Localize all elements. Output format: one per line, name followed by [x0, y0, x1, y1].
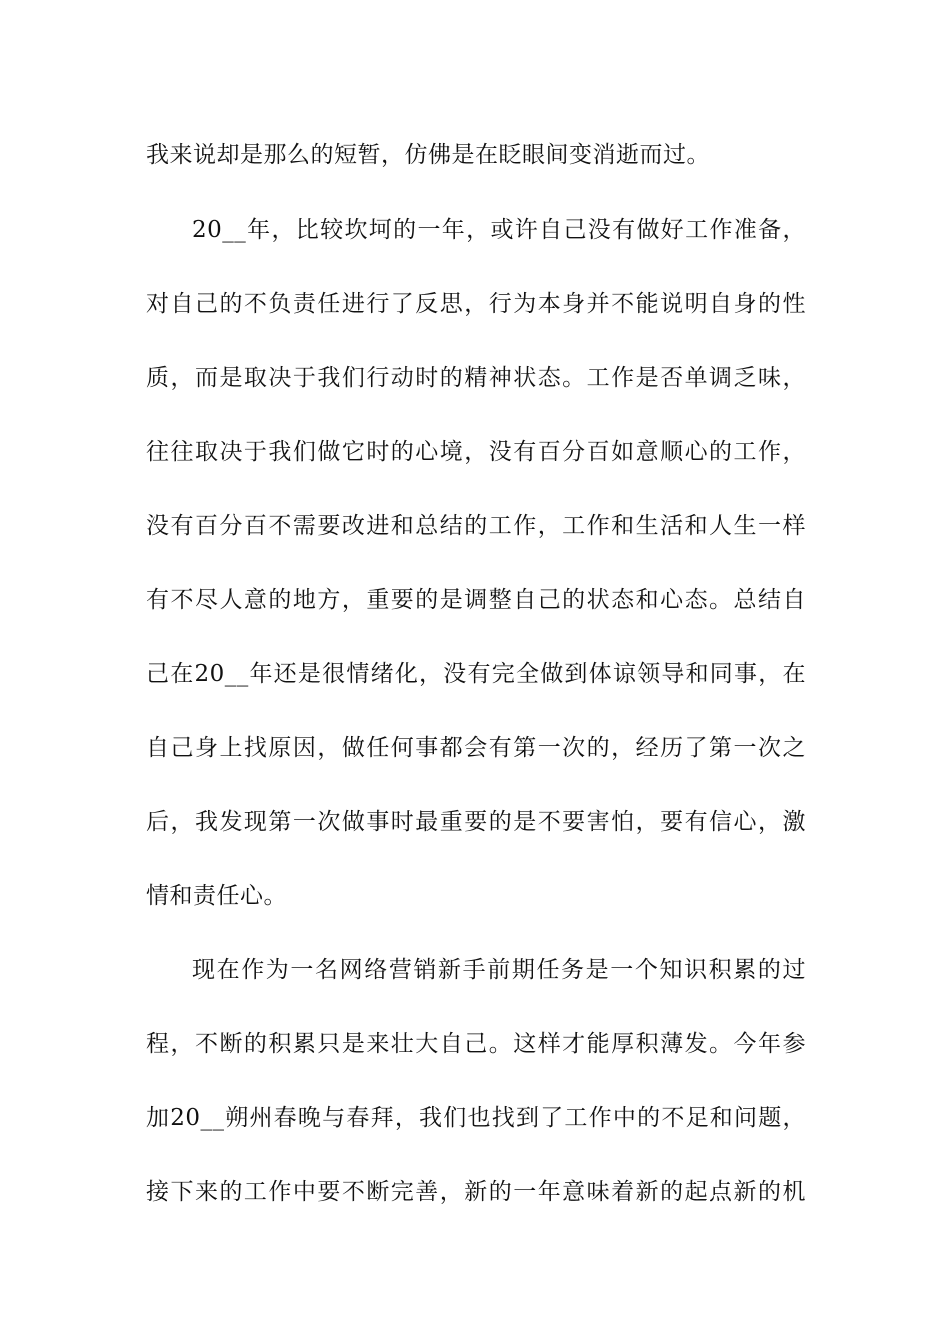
text-line: 有不尽人意的地方，重要的是调整自己的状态和心态。总结自 [146, 587, 806, 613]
text-line: 接下来的工作中要不断完善，新的一年意味着新的起点新的机 [146, 1179, 806, 1205]
text-line: 质，而是取决于我们行动时的精神状态。工作是否单调乏味， [146, 365, 806, 391]
text-line: 20__年，比较坎坷的一年，或许自己没有做好工作准备， [192, 217, 806, 243]
text-line: 自己身上找原因，做任何事都会有第一次的，经历了第一次之 [146, 735, 806, 761]
text-line: 加20__朔州春晚与春拜，我们也找到了工作中的不足和问题， [146, 1105, 806, 1131]
text-line: 对自己的不负责任进行了反思，行为本身并不能说明自身的性 [146, 291, 806, 317]
text-line: 己在20__年还是很情绪化，没有完全做到体谅领导和同事，在 [146, 661, 806, 687]
text-line: 没有百分百不需要改进和总结的工作，工作和生活和人生一样 [146, 513, 806, 539]
text-line: 情和责任心。 [146, 883, 287, 909]
text-line: 我来说却是那么的短暂，仿佛是在眨眼间变消逝而过。 [146, 142, 710, 168]
text-line: 程，不断的积累只是来壮大自己。这样才能厚积薄发。今年参 [146, 1031, 806, 1057]
text-line: 往往取决于我们做它时的心境，没有百分百如意顺心的工作， [146, 439, 806, 465]
text-line: 后，我发现第一次做事时最重要的是不要害怕，要有信心，激 [146, 809, 806, 835]
text-line: 现在作为一名网络营销新手前期任务是一个知识积累的过 [192, 957, 806, 983]
